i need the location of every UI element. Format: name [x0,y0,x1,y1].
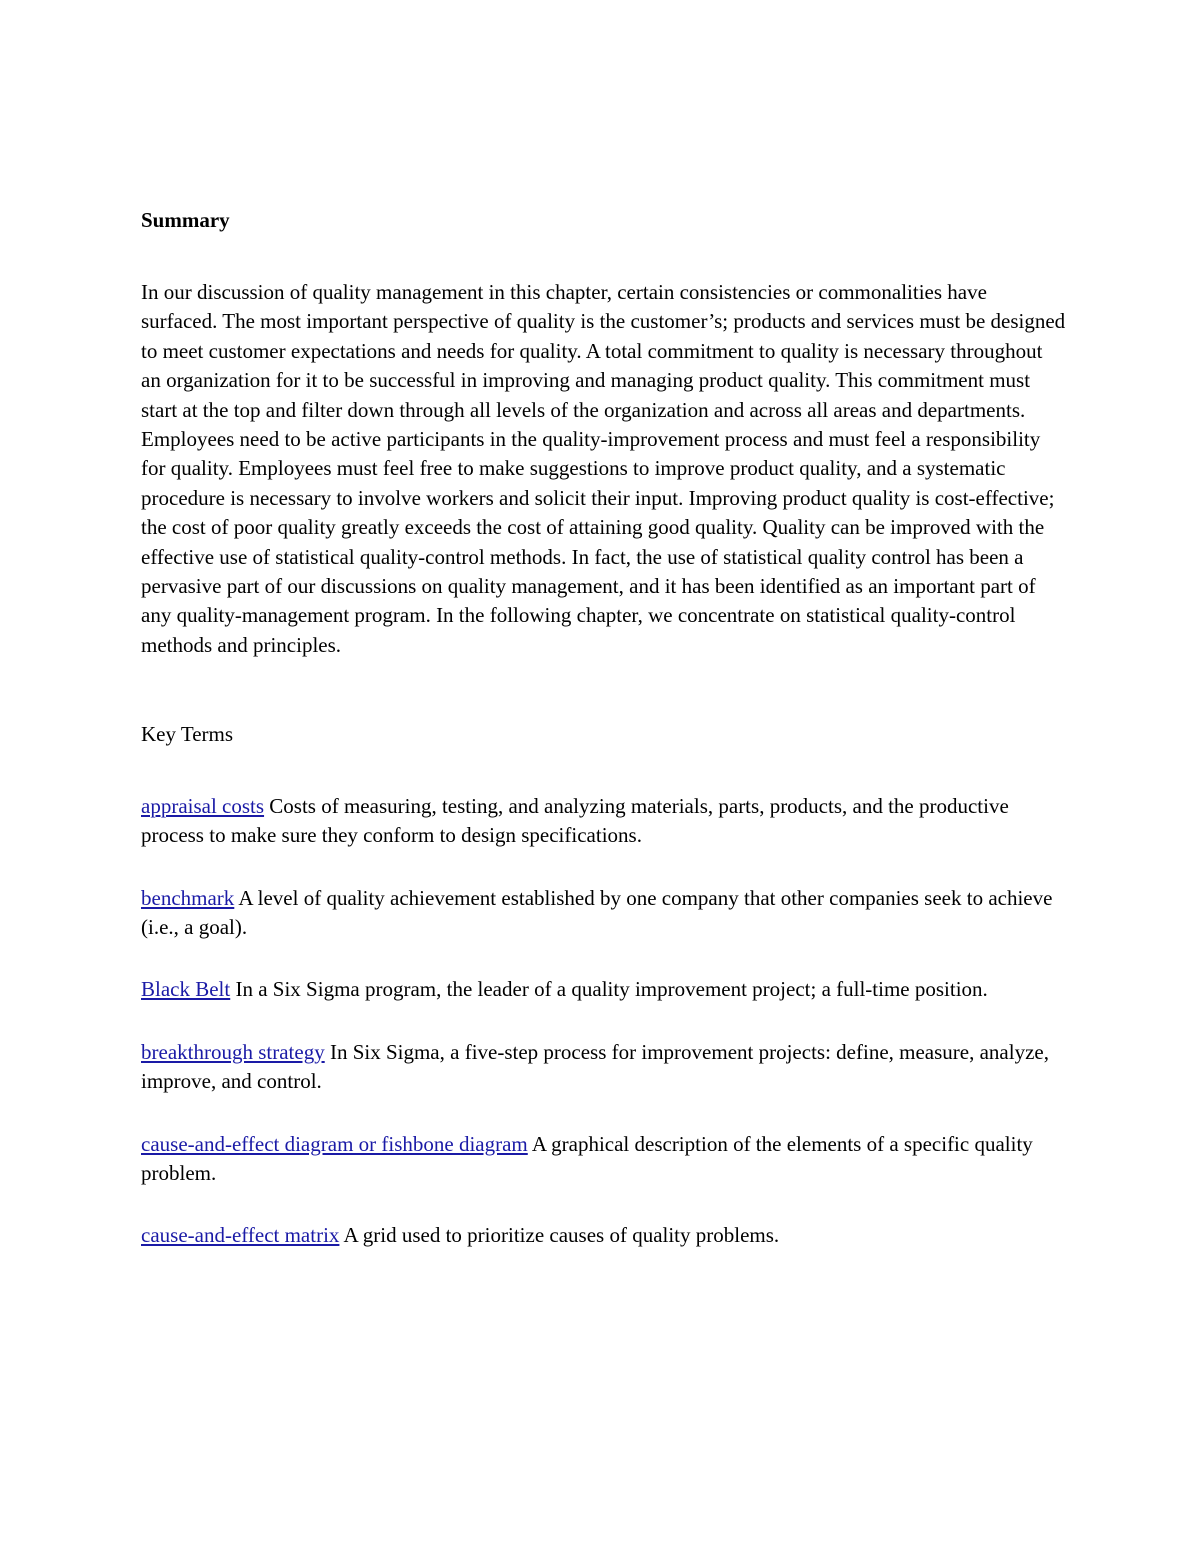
key-term-item [141,975,1066,1004]
term-definition: A level of quality achievement established by one company that other companies seek to achieve (i.e., a goal). [141,885,1053,939]
term-definition: Costs of measuring, testing, and analyzing materials, parts, products, and the productive process to make sure they conform to design specifications. [141,793,1009,848]
key-term-item [141,1221,1066,1250]
term-definition: In Six Sigma, a five-step process for improvement projects: define, measure, analyze, improve, and control. [141,1039,1049,1094]
term-link-benchmark[interactable]: benchmark [141,885,235,910]
key-term-item [141,1130,1066,1189]
key-term-item [141,1038,1066,1097]
key-term-item [141,792,1066,851]
term-link-breakthrough-strategy[interactable]: breakthrough strategy [141,1039,325,1064]
term-definition: In a Six Sigma program, the leader of a quality improvement project; a full-time position. [230,977,988,1002]
key-terms-list [141,792,1066,1251]
term-link-black-belt[interactable]: Black Belt [141,977,231,1002]
document-page [141,206,1066,1284]
key-terms-heading: Key Terms [141,722,234,747]
term-link-appraisal-costs[interactable]: appraisal costs [141,793,265,818]
term-definition: A graphical description of the elements of a specific quality problem. [141,1131,1033,1185]
term-link-cause-and-effect-matrix[interactable]: cause-and-effect matrix [141,1223,340,1248]
key-term-item [141,884,1066,943]
term-definition: A grid used to prioritize causes of quality problems. [339,1223,780,1248]
summary-heading: Summary [141,208,230,232]
summary-paragraph: In our discussion of quality management in this chapter, certain consistencies or commonalities have surfaced. The most important perspective of quality is the customer’s; products and services must be designed to meet customer expectations and needs for quality. A total commitment to quality is necessary throughout an organization for it to be successful in improving and managing product quality. This commitment must start at the top and filter down through all levels of the organization and across all areas and departments. Employees need to be active participants in the quality-improvement process and must feel a responsibility for quality. Employees must feel free to make suggestions to improve product quality, and a systematic procedure is necessary to involve workers and solicit their input. Improving product quality is cost-effective; the cost of poor quality greatly exceeds the cost of attaining good quality. Quality can be improved with the effective use of statistical quality-control methods. In fact, the use of statistical quality control has been a pervasive part of our discussions on quality management, and it has been identified as an important part of any quality-management program. In the following chapter, we concentrate on statistical quality-control methods and principles. [141,280,1066,657]
term-link-cause-and-effect-diagram[interactable]: cause-and-effect diagram or fishbone diagram [141,1131,528,1156]
